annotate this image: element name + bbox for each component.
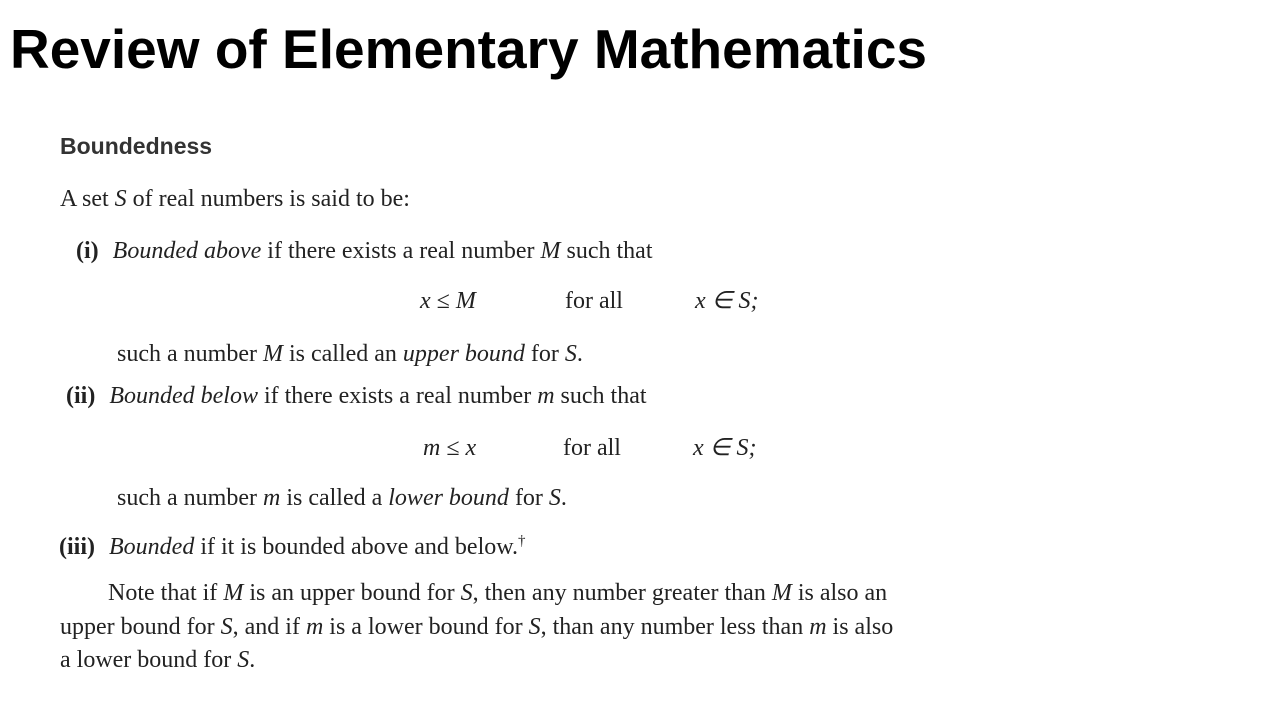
item-2-follow-line: such a number m is called a lower bound for S. [117, 485, 567, 511]
item-1-number: (i) [76, 238, 99, 264]
item-1-line: (i) Bounded above if there exists a real number M such that [76, 238, 653, 264]
intro-line: A set S of real numbers is said to be: [60, 186, 410, 212]
item-3-number: (iii) [59, 534, 95, 560]
dagger-footnote-mark: † [518, 533, 526, 549]
item-1-term: Bounded above [112, 238, 262, 264]
item-2-formula-lhs: m ≤ x [423, 435, 477, 461]
note-line-1: Note that if M is an upper bound for S, then any number greater than M is also an [108, 580, 888, 606]
item-2-formula-mid: for all [563, 435, 621, 461]
note-line-2: upper bound for S, and if m is a lower bound for S, than any number less than m is also [60, 614, 894, 640]
note-line-3: a lower bound for S. [60, 647, 256, 673]
item-1-formula-rhs: x ∈ S; [695, 288, 759, 314]
item-1-formula-mid: for all [565, 288, 623, 314]
section-heading: Boundedness [60, 133, 213, 159]
item-2-term: Bounded below [109, 383, 258, 409]
item-2-formula-rhs: x ∈ S; [693, 435, 757, 461]
item-2-number: (ii) [66, 383, 96, 409]
page-title: Review of Elementary Mathematics [10, 18, 928, 80]
item-3-term: Bounded [109, 534, 195, 560]
item-1-formula-lhs: x ≤ M [420, 288, 476, 314]
item-1-follow-line: such a number M is called an upper bound for S. [117, 341, 583, 367]
item-3-line: (iii) Bounded if it is bounded above and below.† [59, 533, 526, 560]
item-2-line: (ii) Bounded below if there exists a real number m such that [66, 383, 647, 409]
